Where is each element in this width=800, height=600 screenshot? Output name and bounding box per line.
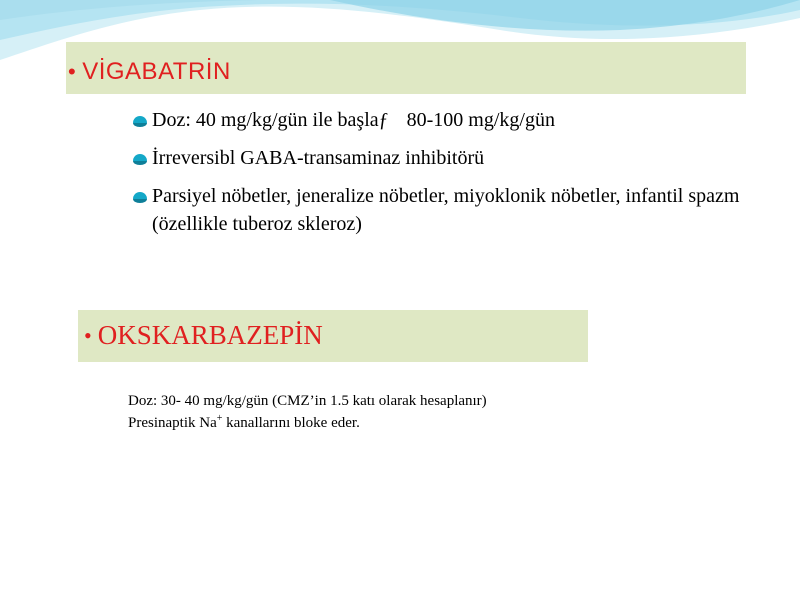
half-circle-bullet-icon (132, 150, 148, 166)
note-mechanism (128, 412, 487, 434)
arrow-glyph: ƒ (378, 109, 389, 131)
note-dose: Doz: 30- 40 mg/kg/gün (CMZ’in 1.5 katı olarak hesaplanır) (128, 393, 487, 409)
okskarbazepin-title (84, 320, 323, 351)
half-circle-bullet-icon (132, 188, 148, 204)
bullet-mechanism (130, 144, 790, 172)
bullet-mechanism-text: İrreversibl GABA-transaminaz inhibitörü (152, 147, 485, 169)
note-mechanism-prefix: Presinaptik Na (128, 415, 217, 431)
note-mechanism-sup: + (216, 413, 223, 424)
okskarbazepin-notes (128, 390, 487, 434)
half-circle-bullet-icon (132, 112, 148, 128)
note-mechanism-suffix: kanallarını bloke eder. (222, 415, 360, 431)
bullet-indications-text: Parsiyel nöbetler, jeneralize nöbetler, miyoklonik nöbetler, infantil spazm (özellikle tuberoz skleroz) (152, 185, 740, 235)
bullet-dose-text-b: 80-100 mg/kg/gün (406, 109, 555, 131)
bullet-dose-text-a: Doz: 40 mg/kg/gün ile başla (152, 109, 379, 131)
dot-bullet-icon: • (84, 322, 92, 348)
bullet-dose (130, 106, 790, 134)
okskarbazepin-title-text: OKSKARBAZEPİN (97, 320, 323, 350)
bullet-indications (130, 182, 790, 238)
vigabatrin-bullet-list (130, 106, 790, 248)
vigabatrin-title-text: VİGABATRİN (82, 58, 231, 85)
dot-bullet-icon: • (68, 59, 77, 84)
vigabatrin-title (68, 58, 231, 86)
